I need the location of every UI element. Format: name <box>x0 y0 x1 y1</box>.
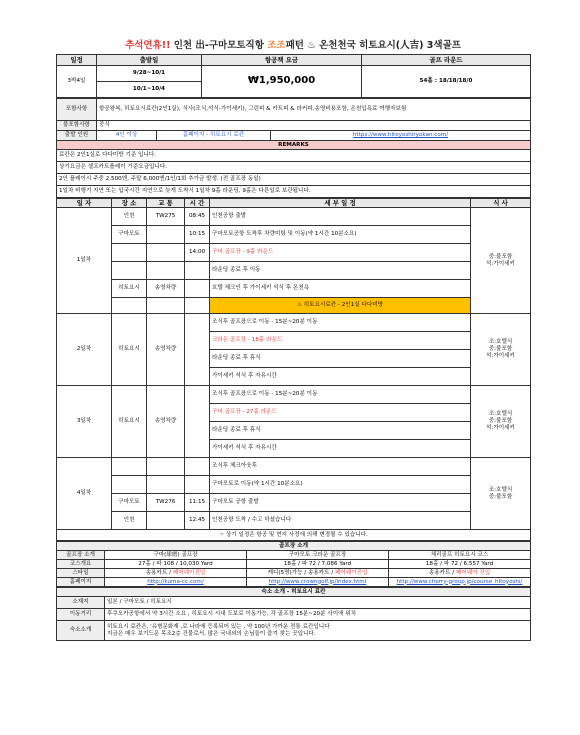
day4-transport <box>147 458 185 476</box>
header-detail: 세 부 일 정 <box>210 199 471 208</box>
day4-detail: 인천공항 도착 / 수고 하셨습니다 <box>210 512 471 530</box>
day2-detail: 라운딩 종료 후 휴식 <box>210 350 471 368</box>
day2-label: 2일차 <box>57 314 112 386</box>
header-meal: 식 사 <box>471 199 531 208</box>
header-transport: 교 통 <box>147 199 185 208</box>
day4-transport <box>147 512 185 530</box>
day1-transport: 송영차량 <box>147 280 185 298</box>
day2-detail: 조식후 골프장으로 이동 - 15분~20분 이동 <box>210 314 471 332</box>
remark-line: 1일차 비행기 지연 또는 입국시간 지연으로 늦게 도착시 1일차 9홀 라운딩, 9홀은 다른일로 보관됩니다. <box>57 186 531 198</box>
day3-place: 히토요시 <box>112 386 147 458</box>
day1-time: 10:15 <box>185 226 210 244</box>
remarks-title: REMARKS <box>57 141 531 150</box>
lodging-label: 이동거리 <box>57 609 105 621</box>
course-name: 체리골프 히토요시 코스 <box>389 551 531 560</box>
course-overview: 18홀 / 파 72 / 7,086 Yard <box>247 560 389 569</box>
day1-label: 1일차 <box>57 208 112 314</box>
day1-detail: 구마 골프장 - 9홀 라운드 <box>210 244 471 262</box>
day4-detail: 조식후 체크아웃후 <box>210 458 471 476</box>
day1-meal: 중:불포함 석:가이세키 <box>471 208 531 314</box>
homepage-label: 홈페이지 - 히토요시 료칸 <box>157 131 271 141</box>
header-day: 일 자 <box>57 199 112 208</box>
day1-detail: 라운딩 종료 후 이동 <box>210 262 471 280</box>
departure-date-1: 9/28~10/1 <box>97 66 202 82</box>
day4-time: 11:15 <box>185 494 210 512</box>
lodging-label: 소재지 <box>57 597 105 609</box>
depart-people: 4인 이상 <box>97 131 157 141</box>
itinerary-document <box>56 38 530 641</box>
day4-time: 12:45 <box>185 512 210 530</box>
day1-transport <box>147 262 185 280</box>
day1-time <box>185 280 210 298</box>
golf-label-homepage: 홈페이지 <box>57 578 105 587</box>
summary-table <box>56 54 531 98</box>
day4-place <box>112 476 147 494</box>
course-homepage-link[interactable]: http://www.cherry-group.jp/course_hitoyoshi/ <box>396 578 523 585</box>
day1-time <box>185 262 210 280</box>
day3-detail: 조식후 골프장으로 이동 - 15분~20분 이동 <box>210 386 471 404</box>
day3-detail: 가이세키 석식 후 자유시간 <box>210 440 471 458</box>
day3-detail: 라운딩 종료 후 휴식 <box>210 422 471 440</box>
course-overview: 27홀 / 파 108 / 10,030 Yard <box>105 560 247 569</box>
schedule-change-note: ☞ 상기 일정은 항공 및 현지 사정에 의해 변경될 수 있습니다. <box>57 530 531 541</box>
depart-label: 출발 인원 <box>57 131 97 141</box>
day3-meal: 조:호텔식 중:불포함 석:가이세키 <box>471 386 531 458</box>
lodging-text: 후쿠오카공항에서 약 3시간 소요 , 히토요시 시내 도보로 이동가능, 각 골프장 15분~20분 사이에 위치 <box>105 609 531 621</box>
day2-meal: 조:호텔식 중:불포함 석:가이세키 <box>471 314 531 386</box>
header-price: 항공책 요금 <box>202 55 362 66</box>
exclude-text: 중식 <box>97 121 531 131</box>
itinerary-table <box>56 198 531 541</box>
schedule-length: 3박4일 <box>57 66 97 98</box>
title-pattern: 조조 <box>267 40 286 51</box>
day3-label: 3일차 <box>57 386 112 458</box>
package-price: ₩1,950,000 <box>202 66 362 98</box>
golf-label-overview: 코스개요 <box>57 560 105 569</box>
include-text: 항공왕복, 히토요시료칸(2인1실), 식사(조식,석식-가이세키), 그린피 & 카트피 & 라커피,송영비용포함, 온천입욕료 여행자보험 <box>97 99 531 121</box>
header-time: 시 간 <box>185 199 210 208</box>
day1-detail: 구마모토공항 도착후 차량미팅 및 이동(약 1시간 10분소요) <box>210 226 471 244</box>
day4-meal: 조:호텔식 중:불포함 <box>471 458 531 530</box>
day1-transport: TW275 <box>147 208 185 226</box>
day4-transport: TW276 <box>147 494 185 512</box>
document-title <box>56 38 530 54</box>
golf-rounds: 54홀 : 18/18/18/0 <box>362 66 531 98</box>
remark-line: 2인 플레이시 주중 2,500엔, 주말 6,000엔/1인/1회 추가금 발생. (전 골프장 동일) <box>57 174 531 186</box>
day1-place: 히토요시 <box>112 280 147 298</box>
golf-table <box>56 541 531 587</box>
day4-detail: 구마모토 공항 출발 <box>210 494 471 512</box>
golf-label-intro: 골프장 소개 <box>57 551 105 560</box>
ryokan-homepage-link[interactable]: https://www.hitoyoshiryokan.com/ <box>352 132 449 138</box>
day1-detail: 인천공항 출발 <box>210 208 471 226</box>
course-homepage-link[interactable]: http://www.crowngolf.jp/index.html <box>268 578 367 585</box>
lodging-text: 히토요시 료칸은, '유형문화재 ,로 나라에 등록되어 있는 , 약 100년 가까운 전통 료칸입니다 지금은 매우 보기드문 목조2층 건물로서, 많은 국내외의 손님들이 즐겨 찾는 곳입니다. <box>105 621 531 641</box>
course-homepage-link[interactable]: http://kuma-cc.com/ <box>147 578 204 585</box>
day3-detail: 구마 골프장 - 27홀 라운드 <box>210 404 471 422</box>
day4-place <box>112 458 147 476</box>
course-style: 캐디(5명)가능 / 송용카트 / 페어웨이진입 <box>247 569 389 578</box>
lodging-label: 숙소소개 <box>57 621 105 641</box>
lodging-text: 일본 / 구마모토 / 히토요시 <box>105 597 531 609</box>
day1-detail: 호텔 체크인 후 가이세키 석식 후 온천욕 <box>210 280 471 298</box>
title-tour-name: 패턴 ♨ 온천천국 히토요시(人吉) 3색골프 <box>285 40 461 51</box>
info-table <box>56 98 531 198</box>
day2-transport: 송영차량 <box>147 314 185 386</box>
header-place: 장 소 <box>112 199 147 208</box>
day1-lodging-highlight: ♨ 히토요시료칸 - 2인1실 다다미방 <box>210 298 471 314</box>
day4-place: 인천 <box>112 512 147 530</box>
day4-time <box>185 476 210 494</box>
golf-section-title: 골프장 소개 <box>57 542 531 551</box>
header-rounds: 골프 라운드 <box>362 55 531 66</box>
remark-line: 료칸은 2인1실로 다다미방 기준 입니다. <box>57 150 531 162</box>
day1-transport <box>147 244 185 262</box>
lodging-section-title: 숙소 소개 - 히토요시 료칸 <box>57 588 531 597</box>
day4-transport <box>147 476 185 494</box>
header-departure: 출발일 <box>97 55 202 66</box>
title-route: 인천 出-구마모토직항 <box>170 40 268 51</box>
day1-place <box>112 244 147 262</box>
day2-place: 히토요시 <box>112 314 147 386</box>
golf-label-style: 스타일 <box>57 569 105 578</box>
day1-place <box>112 262 147 280</box>
day4-label: 4일차 <box>57 458 112 530</box>
day4-detail: 구마모토로 이동(약 1시간 10분소요) <box>210 476 471 494</box>
course-style: 송용카트 / 페어웨이진입 <box>105 569 247 578</box>
day3-transport: 송영차량 <box>147 386 185 458</box>
day1-place: 구마모토 <box>112 226 147 244</box>
day1-time: 14:00 <box>185 244 210 262</box>
departure-date-2: 10/1~10/4 <box>97 82 202 98</box>
lodging-table <box>56 587 531 641</box>
course-style: 송용카트 / 페어웨이 진입 <box>389 569 531 578</box>
course-overview: 18홀 / 파 72 / 6,557 Yard <box>389 560 531 569</box>
header-schedule: 일정 <box>57 55 97 66</box>
day4-time <box>185 458 210 476</box>
title-promo: 추석연휴!! <box>125 40 171 51</box>
exclude-label: 불포함사항 <box>57 121 97 131</box>
day2-detail: 가이세키 석식 후 자유시간 <box>210 368 471 386</box>
day1-time: 08:45 <box>185 208 210 226</box>
course-name: 구마(球磨) 골프장 <box>105 551 247 560</box>
day2-detail: 크라운 골프장 - 18홀 라운드 <box>210 332 471 350</box>
day1-place: 인천 <box>112 208 147 226</box>
remark-line: 상기요금은 셀프카트플레이 기준요금입니다. <box>57 162 531 174</box>
day4-place: 구마모토 <box>112 494 147 512</box>
day1-transport <box>147 226 185 244</box>
course-name: 구마모토 크라운 골프장 <box>247 551 389 560</box>
include-label: 포함사항 <box>57 99 97 121</box>
